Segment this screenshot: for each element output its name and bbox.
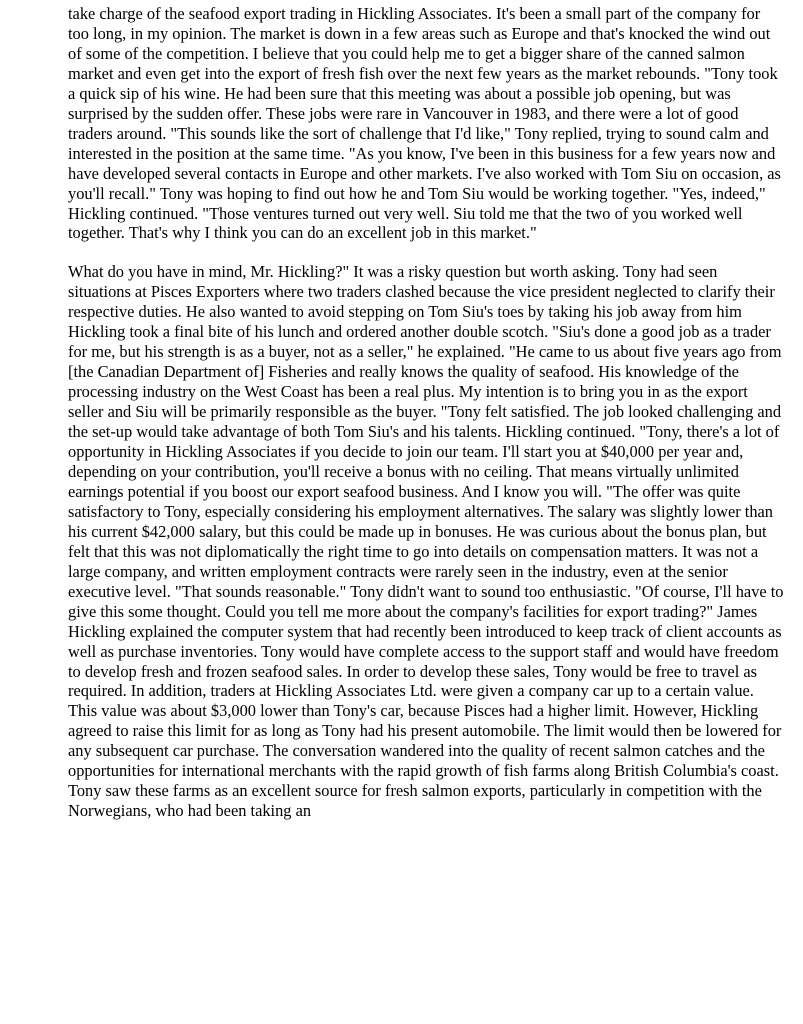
body-paragraph-1: take charge of the seafood export trading in Hickling Associates. It's been a small part of the company for too long, in my opinion. The market is down in a few areas such as Europe and that's knocked the wind out of some of the competition. I believe that you could help me to get a bigger share of the canned salmon market and even get into the export of fresh fish over the next few years as the market rebounds. "Tony took a quick sip of his wine. He had been sure that this meeting was about a possible job opening, but was surprised by the sudden offer. These jobs were rare in Vancouver in 1983, and there were a lot of good traders around. "This sounds like the sort of challenge that I'd like," Tony replied, trying to sound calm and interested in the position at the same time. "As you know, I've been in this business for a few years now and have developed several contacts in Europe and other markets. I've also worked with Tom Siu on occasion, as you'll recall." Tony was hoping to find out how he and Tom Siu would be working together. "Yes, indeed," Hickling continued. "Those ventures turned out very well. Siu told me that the two of you worked well together. That's why I think you can do an excellent job in this market." bbox=[68, 4, 781, 243]
body-paragraph-2: What do you have in mind, Mr. Hickling?" It was a risky question but worth asking. Tony had seen situations at Pisces Exporters where two traders clashed because the vice president neglected to clarify their respective duties. He also wanted to avoid stepping on Tom Siu's toes by taking his job away from him Hickling took a final bite of his lunch and ordered another double scotch. "Siu's done a good job as a trader for me, but his strength is as a buyer, not as a seller," he explained. "He came to us about five years ago from [the Canadian Department of] Fisheries and really knows the quality of seafood. His knowledge of the processing industry on the West Coast has been a real plus. My intention is to bring you in as the export seller and Siu will be primarily responsible as the buyer. "Tony felt satisfied. The job looked challenging and the set-up would take advantage of both Tom Siu's and his talents. Hickling continued. "Tony, there's a lot of opportunity in Hickling Associates if you decide to join our team. I'll start you at $40,000 per year and, depending on your contribution, you'll receive a bonus with no ceiling. That means virtually unlimited earnings potential if you boost our export seafood business. And I know you will. "The offer was quite satisfactory to Tony, especially considering his employment alternatives. The salary was slightly lower than his current $42,000 salary, but this could be made up in bonuses. He was curious about the bonus plan, but felt that this was not diplomatically the right time to go into details on compensation matters. It was not a large company, and written employment contracts were rarely seen in the industry, even at the senior executive level. "That sounds reasonable." Tony didn't want to sound too enthusiastic. "Of course, I'll have to give this some thought. Could you tell me more about the company's facilities for export trading?" James Hickling explained the computer system that had recently been introduced to keep track of client accounts as well as purchase inventories. Tony would have complete access to the support staff and would have freedom to develop fresh and frozen seafood sales. In order to develop these sales, Tony would be free to travel as required. In addition, traders at Hickling Associates Ltd. were given a company car up to a certain value. This value was about $3,000 lower than Tony's car, because Pisces had a higher limit. However, Hickling agreed to raise this limit for as long as Tony had his present automobile. The limit would then be lowered for any subsequent car purchase. The conversation wandered into the quality of recent salmon catches and the opportunities for international merchants with the rapid growth of fish farms along British Columbia's coast. Tony saw these farms as an excellent source for fresh salmon exports, particularly in competition with the Norwegians, who had been taking an bbox=[68, 262, 784, 821]
document-page bbox=[68, 4, 784, 821]
